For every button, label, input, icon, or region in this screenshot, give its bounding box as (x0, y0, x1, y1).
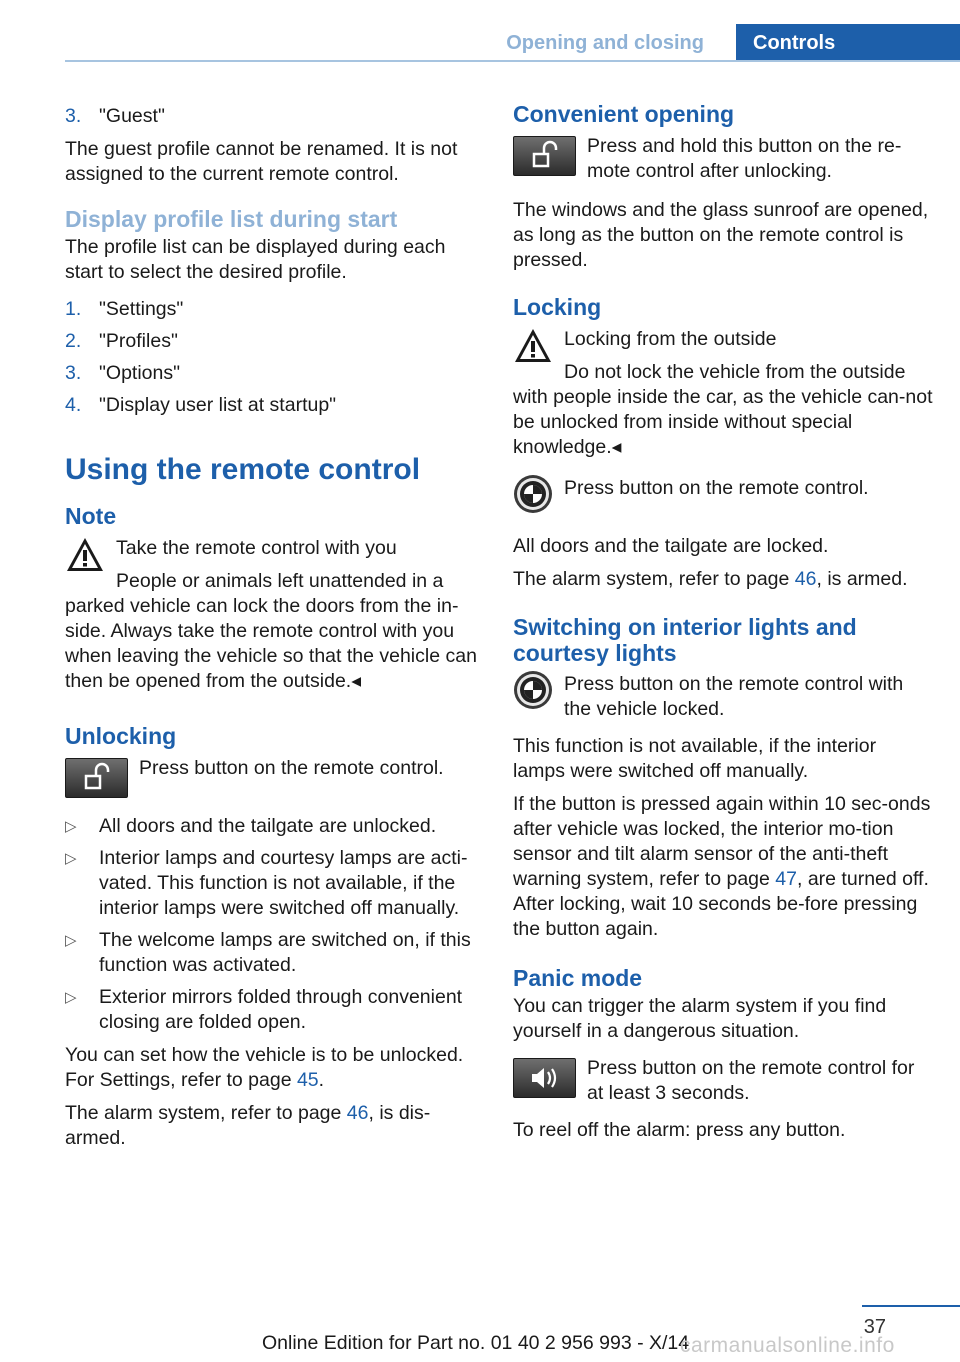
list-text: "Settings" (99, 298, 184, 320)
lock-alarm-text-b: , is armed. (816, 568, 908, 590)
bullet-triangle-icon: ▷ (65, 932, 77, 949)
warning-triangle-icon (65, 536, 105, 579)
page-number: 37 (863, 1316, 886, 1338)
page-header (0, 0, 960, 62)
list-number: 3. (65, 105, 82, 127)
header-chapter-tab: Controls (736, 24, 960, 62)
lock-press-row (513, 476, 933, 524)
list-text: "Display user list at startup" (99, 394, 337, 416)
list-text: Exterior mirrors folded through convenient closing are folded open. (99, 986, 463, 1033)
bullet-triangle-icon: ▷ (65, 989, 77, 1006)
lights-again-text-a: If the button is pressed again within 10 sec-onds after vehicle was locked, the interior mo-tion sensor and tilt alarm sensor of the anti-theft warning system, refer to page (513, 793, 931, 890)
panic-press-text: Press button on the remote control for at least 3 seconds. (587, 1057, 915, 1104)
note-warning (65, 536, 485, 694)
list-item (65, 814, 485, 839)
list-item (65, 361, 485, 386)
note-title: Take the remote control with you (116, 537, 397, 559)
alarm-disarm-text (65, 1101, 485, 1151)
convenient-opening-heading: Convenient opening (513, 101, 735, 127)
panic-press-row (513, 1056, 933, 1106)
page-link-45[interactable]: 45 (296, 1069, 319, 1091)
profile-intro: The profile list can be displayed during each start to select the desired profile. (65, 236, 446, 283)
list-text: "Options" (99, 362, 181, 384)
list-text: "Guest" (99, 105, 165, 127)
list-text: "Profiles" (99, 330, 178, 352)
unlocking-heading: Unlocking (65, 723, 177, 749)
guest-text: The guest profile cannot be renamed. It is not assigned to the current remote control. (65, 138, 458, 185)
lock-press-text: Press button on the remote control. (564, 477, 869, 499)
warning-triangle-icon (513, 327, 553, 370)
unlock-key-icon (513, 136, 576, 176)
list-text: Interior lamps and courtesy lamps are acti-vated. This function is not available, if the interior lamps were switched off manually. (99, 847, 468, 919)
bmw-roundel-icon (513, 474, 553, 519)
page-link-46[interactable]: 46 (346, 1102, 369, 1124)
list-number: 4. (65, 394, 82, 416)
lock-alarm-text (513, 567, 933, 592)
bullet-triangle-icon: ▷ (65, 818, 77, 835)
right-column (513, 100, 933, 1151)
settings-text (65, 1043, 485, 1093)
bmw-roundel-icon (513, 670, 553, 715)
lock-warning-text: Do not lock the vehicle from the outside with people inside the car, as the vehicle can-not be unlocked from inside without special knowledge.◂ (513, 361, 933, 458)
conv-text: Press and hold this button on the re-mote control after unlocking. (587, 135, 902, 182)
list-text: The welcome lamps are switched on, if this function was activated. (99, 929, 471, 976)
lights-again-text-b: , are turned off. After locking, wait 10 seconds be-fore pressing the button again. (513, 868, 929, 940)
unlock-key-icon (65, 758, 128, 798)
lights-na-text: This function is not available, if the interior lamps were switched off manually. (513, 735, 877, 782)
page-link-46[interactable]: 46 (794, 568, 817, 590)
panic-heading: Panic mode (513, 965, 643, 991)
list-item (65, 329, 485, 354)
profile-heading: Display profile list during start (65, 206, 398, 232)
alarm-text-b: , is dis-armed. (65, 1102, 431, 1149)
note-heading: Note (65, 503, 117, 529)
lock-title: Locking from the outside (564, 328, 777, 350)
list-text: All doors and the tailgate are unlocked. (99, 815, 437, 837)
list-item (65, 297, 485, 322)
note-text: People or animals left unattended in a parked vehicle can lock the doors from the in-side. Always take the remote control with you when leaving the vehicle so that the vehicle can then be opened from the outside.◂ (65, 570, 477, 692)
list-item (65, 846, 485, 921)
edition-text: Online Edition for Part no. 01 40 2 956 993 - X/14 (262, 1332, 690, 1354)
lights-heading: Switching on interior lights and courtesy lights (513, 614, 857, 666)
bullet-triangle-icon: ▷ (65, 850, 77, 867)
alarm-text-a: The alarm system, refer to page (65, 1102, 347, 1124)
list-number: 3. (65, 362, 82, 384)
lights-again-text (513, 792, 933, 942)
list-item (65, 928, 485, 978)
lock-warning (513, 327, 933, 460)
list-item (65, 985, 485, 1035)
section-heading: Using the remote control (65, 453, 421, 486)
panic-intro: You can trigger the alarm system if you find yourself in a dangerous situation. (513, 995, 887, 1042)
lights-press-row (513, 672, 933, 722)
list-item (65, 104, 485, 129)
list-item (65, 393, 485, 418)
watermark: carmanualsonline.info (680, 1334, 895, 1357)
conv-row (513, 134, 933, 186)
left-column (65, 100, 485, 1159)
locking-heading: Locking (513, 294, 602, 320)
lock-alarm-text-a: The alarm system, refer to page (513, 568, 795, 590)
settings-text-b: . (318, 1069, 325, 1091)
list-number: 1. (65, 298, 82, 320)
lights-press-text: Press button on the remote control with the vehicle locked. (564, 673, 904, 720)
header-rule (65, 60, 960, 62)
unlock-bullets (65, 814, 485, 1035)
page-link-47[interactable]: 47 (775, 868, 797, 890)
unlock-text: Press button on the remote control. (139, 757, 444, 779)
guest-list (65, 104, 485, 129)
list-number: 2. (65, 330, 82, 352)
header-section-title: Opening and closing (506, 32, 704, 54)
profile-steps (65, 297, 485, 418)
lock-doors-text: All doors and the tailgate are locked. (513, 535, 829, 557)
unlock-row (65, 756, 485, 804)
panic-reel-text: To reel off the alarm: press any button. (513, 1119, 846, 1141)
footer-rule (862, 1305, 960, 1307)
speaker-icon (513, 1058, 576, 1098)
conv-windows-text: The windows and the glass sunroof are opened, as long as the button on the remote control is pressed. (513, 199, 929, 271)
settings-text-a: You can set how the vehicle is to be unlocked. For Settings, refer to page (65, 1044, 464, 1091)
